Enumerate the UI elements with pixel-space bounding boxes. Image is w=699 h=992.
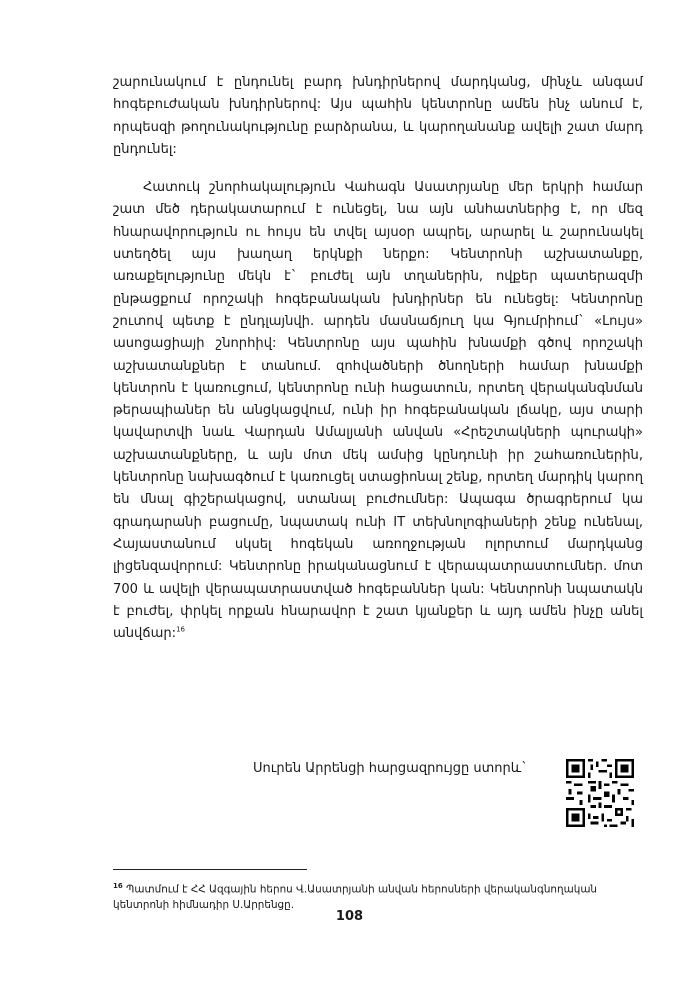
paragraph-continuation: շարունակում է ընդունել բարդ խնդիրներով մարդկանց, մինչև անգամ հոգեբուժական խնդիրներով: Այս պահին կենտրոնը ամեն ինչ անում է, որպեսզի թողունակությունը բարձրանա, և կարողանանք ավելի շատ մարդ ընդունել:: [113, 75, 643, 157]
page-body: [113, 72, 643, 645]
qr-code-icon[interactable]: [566, 759, 634, 827]
page-number: 108: [335, 909, 364, 924]
interview-caption: Սուրեն Արրենցի հարցազրույցը ստորև`: [253, 761, 528, 776]
footnote-reference[interactable]: 16: [176, 625, 185, 634]
paragraph-center-description: [113, 177, 643, 645]
footnote-marker: 16: [113, 882, 123, 890]
footnote-divider: [113, 869, 307, 870]
footnote-text: Պատմում է ՀՀ Ազգային հերոս Վ.Ասատրյանի անվան հերոսների վերականգնողական կենտրոնի հիմնադիր Ս.Արրենցը.: [113, 883, 598, 912]
paragraph-text: Հատուկ շնորհակալություն Վահագն Ասատրյանը մեր երկրի համար շատ մեծ դերակատարում է ունեցել, նա այն անհատներից է, որ մեզ հնարավորություն ու հույս են տվել այսօր ապրել, արարել և շարունակել ստեղծել այս խաղաղ երկնքի ներքո: Կենտրոնի աշխատանքը, առաքելությունը մեկն է` բուժել այն տղաներին, ովքեր պատերազմի ընթացքում որոշակի հոգեբանական խնդիրներ են ունեցել: Կենտրոնը շուտով պետք է ընդլայնվի. արդեն մասնաճյուղ կա Գյումրիում` «Լույս» ասոցացիայի շնորհիվ: Կենտրոնը այս պահին խնամքի գծով որոշակի աշխատանքներ է տանում. զոհվածների ծնողների համար խնամքի կենտրոն է կառուցում, կենտրոնը ունի հացատուն, որտեղ վերականգնման թերապիաներ են անցկացվում, ունի իր հոգեբանական լճակը, այս տարի կավարտվի նաև Վարդան Ամալյանի անվան «Հրեշտակների պուրակի» աշխատանքները, և այն մոտ մեկ ամսից կընդունի իր շահառուներին, կենտրոնը նախագծում է կառուցել ստացիոնալ շենք, որտեղ մարդիկ կարող են մնալ գիշերակացով, ստանալ բուժումներ: Ապագա ծրագրերում կա գրադարանի բացումը, նպատակ ունի IT տեխնոլոգիաների շենք ունենալ, Հայաստանում սկսել հոգեկան առողջության ոլորտում մարդկանց լիցենզավորում: Կենտրոնը իրականացնում է վերապատրաստումներ. մոտ 700 և ավելի վերապատրաստված հոգեբաններ կան: Կենտրոնի նպատակն է բուժել, փրկել որքան հնարավոր է շատ կյանքեր և այդ ամեն ինչը անել անվճար:: [113, 180, 643, 642]
